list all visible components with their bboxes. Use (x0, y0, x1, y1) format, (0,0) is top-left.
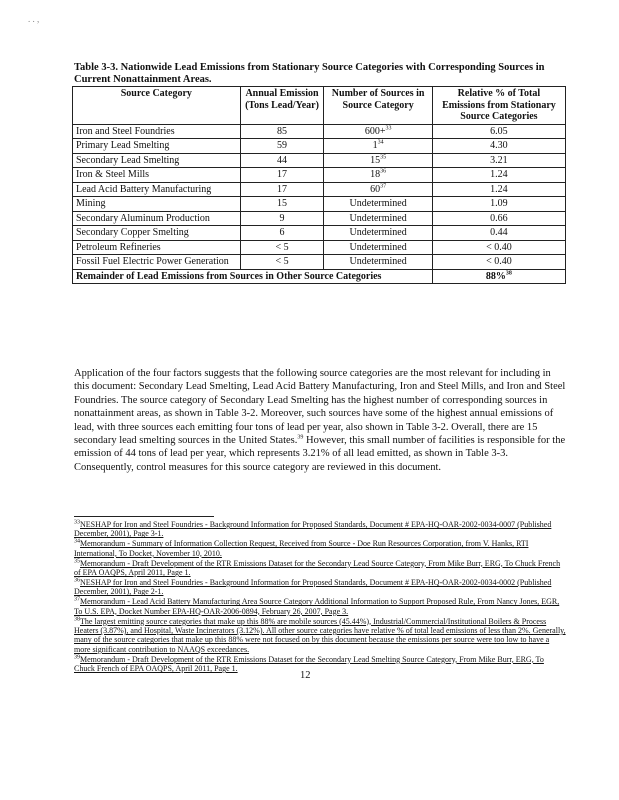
cell-sources-text: Undetermined (349, 256, 407, 267)
cell-emission (240, 240, 324, 255)
cell-category (73, 240, 241, 255)
cell-emission-text: 85 (277, 125, 287, 137)
footnote-ref: 35 (380, 154, 387, 161)
cell-percent-text: < 0.40 (486, 256, 512, 267)
cell-emission (240, 197, 324, 212)
table-row (73, 168, 566, 183)
table-row (73, 211, 566, 226)
body-footnote-ref: 39 (297, 434, 304, 441)
table-caption: Table 3-3. Nationwide Lead Emissions from Stationary Source Categories with Corresponding Sources in Current Nonattainment Areas. (74, 62, 545, 85)
cell-category-text: Fossil Fuel Electric Power Generation (76, 256, 229, 267)
header-source-category: Source Category (73, 87, 241, 125)
cell-percent (432, 211, 565, 226)
cell-category (73, 226, 241, 241)
cell-percent-text: < 0.40 (486, 241, 512, 253)
cell-sources (324, 168, 432, 183)
page-number: 12 (300, 670, 311, 681)
cell-emission (240, 182, 324, 197)
footnote-text: Memorandum - Lead Acid Battery Manufacturing Area Source Category Additional Information to Support Proposed Rule, From Nancy Jones, EGR, To U.S. EPA, Docket Number EPA-HQ-OAR-2006-0894, February 26, 2007, Page 3. (74, 597, 560, 616)
cell-category-text: Iron & Steel Mills (76, 169, 150, 180)
table-row (73, 255, 566, 270)
cell-emission (240, 226, 324, 241)
cell-emission (240, 153, 324, 168)
table-row (73, 124, 566, 139)
cell-percent-text: 1.24 (490, 169, 508, 180)
cell-category-text: Lead Acid Battery Manufacturing (76, 183, 212, 195)
cell-category-text: Secondary Lead Smelting (76, 154, 180, 166)
cell-emission (240, 124, 324, 139)
footnote-number: 39 (74, 654, 80, 661)
footnote (74, 559, 566, 578)
cell-sources (324, 124, 432, 139)
footnote-text: Memorandum - Draft Development of the RTR Emissions Dataset for the Secondary Lead Source Category, From Mike Burr, ERG, To Chuck French of EPA OAQPS, April 2011, Page 1. (74, 558, 561, 578)
cell-category (73, 197, 241, 212)
cell-sources-text: Undetermined (349, 212, 407, 224)
cell-category-text: Mining (76, 198, 106, 209)
cell-sources (324, 153, 432, 168)
cell-category (73, 182, 241, 197)
cell-percent (432, 153, 565, 168)
cell-category (73, 168, 241, 183)
header-annual-emission: Annual Emission (Tons Lead/Year) (240, 87, 324, 125)
cell-category (73, 139, 241, 154)
cell-percent-text: 0.66 (490, 212, 508, 224)
cell-emission-text: < 5 (275, 256, 289, 267)
cell-sources-text: Undetermined (349, 241, 407, 253)
footnote-text: Memorandum - Summary of Information Collection Request, Received from Source - Doe Run Resources Corporation, from V. Hanks, RTI International, To Docket, November 10, 2010. (74, 539, 529, 558)
body-text-b: However, this small number of facilities is responsible for the emission of 44 tons of lead per year, which represents 3.21% of all lead emitted, as shown in Table 3-3. Consequently, control measures for this source category are reviewed in this document. (74, 435, 566, 473)
footnote (74, 655, 566, 674)
table-row (73, 182, 566, 197)
table-row (73, 197, 566, 212)
cell-emission (240, 139, 324, 154)
cell-sources-text: 18 (370, 169, 381, 180)
cell-emission (240, 211, 324, 226)
cell-percent (432, 240, 565, 255)
footnote-text: NESHAP for Iron and Steel Foundries - Background Information for Proposed Standards, Document # EPA-HQ-OAR-2002-0034-0002 (Published December, 2001), Page 2-1. (74, 577, 552, 597)
cell-category-text: Secondary Aluminum Production (76, 212, 210, 224)
cell-sources-text: 60 (370, 183, 381, 195)
cell-sources (324, 240, 432, 255)
cell-sources (324, 182, 432, 197)
footnote (74, 539, 566, 558)
cell-sources-text: 1 (372, 140, 378, 151)
cell-sources-text: 600+ (364, 125, 386, 137)
cell-emission-text: 59 (277, 140, 287, 151)
footnote (74, 520, 566, 539)
footnote-number: 34 (74, 538, 80, 545)
cell-percent-text: 4.30 (490, 140, 508, 151)
cell-sources (324, 255, 432, 270)
cell-sources-text: Undetermined (349, 198, 407, 209)
footnote-number: 33 (74, 519, 80, 526)
scan-artifact: . . , (28, 14, 40, 24)
cell-percent-text: 6.05 (490, 125, 508, 137)
footnote-ref: 38 (505, 270, 512, 277)
footnote-text: Memorandum - Draft Development of the RTR Emissions Dataset for the Secondary Lead Smelting Source Category, From Mike Burr, ERG, To Chuck French of EPA OAQPS, April 2011, Page 1. (74, 654, 544, 674)
cell-percent-text: 1.09 (490, 198, 508, 209)
cell-category-text: Iron and Steel Foundries (76, 125, 175, 137)
footnote-number: 35 (74, 557, 80, 564)
cell-percent (432, 255, 565, 270)
cell-percent (432, 197, 565, 212)
table-row (73, 226, 566, 241)
cell-sources-text: Undetermined (349, 227, 407, 238)
footnote-ref: 33 (385, 125, 392, 132)
body-text-a: Application of the four factors suggests that the following source categories are the most relevant for including in this document: Secondary Lead Smelting, Lead Acid Battery Manufacturing, Iron and Steel Mills, and Iron and Steel Foundries. The source category of Secondary Lead Smelting has the highest number of corresponding sources in nonattainment areas, as shown in Table 3-2. Moreover, such sources have some of the highest annual emissions of lead, with three sources each emitting four tons of lead per year, also shown in Table 3-2. Overall, there are 15 secondary lead smelting sources in the United States. (74, 368, 566, 447)
footnote-divider (74, 516, 214, 517)
cell-emission-text: 6 (279, 227, 285, 238)
cell-emission-text: 17 (277, 169, 287, 180)
footnote-ref: 34 (377, 139, 384, 146)
cell-percent (432, 168, 565, 183)
footnote-list (74, 520, 566, 674)
cell-category-text: Petroleum Refineries (76, 241, 161, 253)
cell-percent-text: 3.21 (490, 154, 508, 166)
footnote-number: 37 (74, 596, 80, 603)
footnote (74, 578, 566, 597)
cell-percent (432, 226, 565, 241)
cell-category-text: Secondary Copper Smelting (76, 227, 189, 238)
cell-emission (240, 255, 324, 270)
header-number-of-sources: Number of Sources in Source Category (324, 87, 432, 125)
footnote-ref: 36 (380, 168, 387, 175)
cell-sources (324, 139, 432, 154)
cell-category-text: Primary Lead Smelting (76, 140, 170, 151)
cell-percent (432, 182, 565, 197)
cell-percent (432, 139, 565, 154)
cell-sources (324, 226, 432, 241)
cell-sources (324, 197, 432, 212)
footnote-number: 38 (74, 615, 80, 622)
table-row (73, 153, 566, 168)
table-row (73, 240, 566, 255)
total-label: Remainder of Lead Emissions from Sources in Other Source Categories (73, 269, 433, 284)
body-paragraph (74, 367, 566, 474)
total-percent-text: 88% (485, 270, 506, 282)
cell-percent (432, 124, 565, 139)
footnote-ref: 37 (380, 183, 387, 190)
cell-emission (240, 168, 324, 183)
footnote-number: 36 (74, 577, 80, 584)
table-header-row (73, 87, 566, 125)
cell-percent-text: 0.44 (490, 227, 508, 238)
total-percent (432, 269, 565, 284)
footnote (74, 597, 566, 616)
footnote-text: The largest emitting source categories that make up this 88% are mobile sources (45.44%), Industrial/Commercial/Institutional Boilers & Process Heaters (3.87%), and Hospital, Waste Incinerators (3.12%). All other source categories have relative % of total lead emissions of less than 2%. Generally, many of the source categories that make up this 88% were not focused on by this document because the emissions per source were too low to have a more significant contribution to NAAQS exceedances. (74, 616, 566, 654)
header-relative-percent: Relative % of Total Emissions from Stationary Source Categories (432, 87, 565, 125)
cell-emission-text: 17 (277, 183, 287, 195)
cell-category (73, 153, 241, 168)
table-row (73, 139, 566, 154)
cell-category (73, 124, 241, 139)
cell-emission-text: 15 (277, 198, 287, 209)
table-total-row (73, 269, 566, 284)
table-body (73, 124, 566, 284)
cell-category (73, 211, 241, 226)
cell-category (73, 255, 241, 270)
cell-percent-text: 1.24 (490, 183, 508, 195)
lead-emissions-table (72, 86, 566, 284)
cell-emission-text: < 5 (275, 241, 289, 253)
cell-sources-text: 15 (370, 154, 381, 166)
cell-emission-text: 9 (279, 212, 285, 224)
footnote-text: NESHAP for Iron and Steel Foundries - Background Information for Proposed Standards, Document # EPA-HQ-OAR-2002-0034-0007 (Published December, 2001), Page 3-1. (74, 520, 552, 539)
cell-sources (324, 211, 432, 226)
cell-emission-text: 44 (277, 154, 287, 166)
footnote (74, 617, 566, 655)
